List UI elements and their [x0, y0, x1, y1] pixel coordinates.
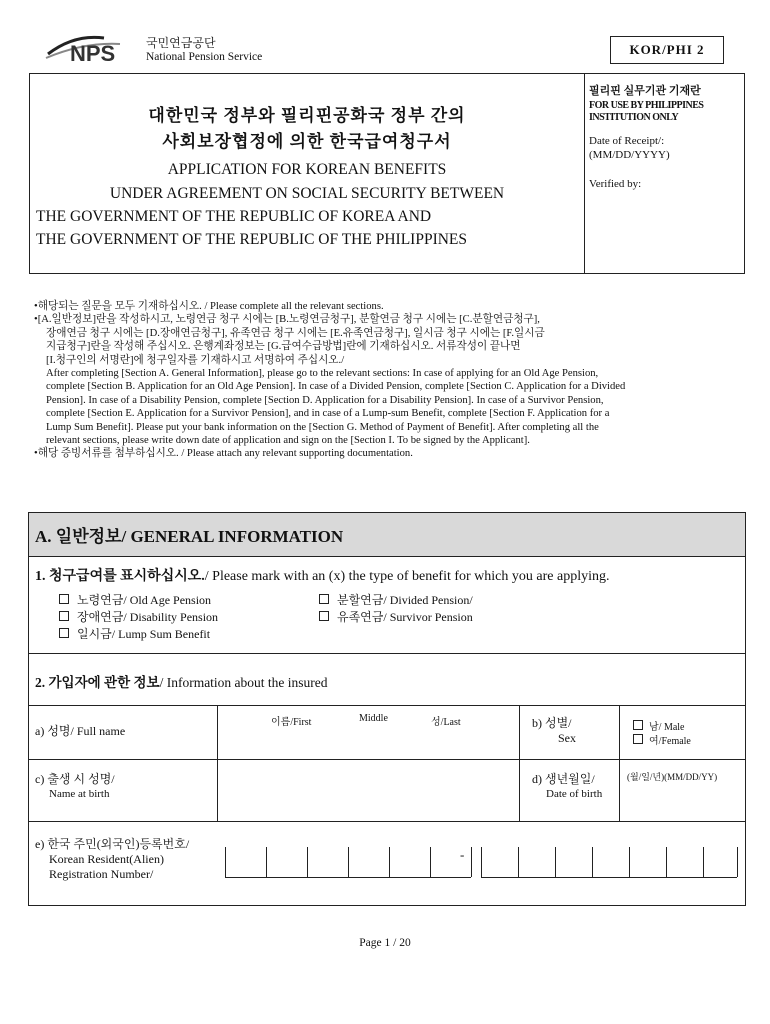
dob-input[interactable]	[621, 785, 741, 817]
name-at-birth-input[interactable]	[219, 763, 517, 817]
digit-divider	[592, 847, 593, 877]
registration-dash: -	[460, 847, 465, 862]
office-use-en	[589, 100, 739, 124]
digit-baseline	[225, 877, 471, 878]
checkbox[interactable]	[59, 628, 69, 638]
full-name-input[interactable]	[219, 727, 517, 757]
instruction-2-en-line3: Pension]. In case of a Disability Pension, complete [Section D. Application for a Disability Pension]. In case of a Survivor Pension,	[46, 394, 604, 406]
option-disability-pension[interactable]	[59, 608, 218, 625]
instruction-2-en-line6: relevant sections, please write down date of application and sign on the [Section I. To be signed by the Applicant].	[46, 435, 530, 447]
page-number: Page 1 / 20	[359, 937, 411, 949]
form-code-box: KOR/PHI 2	[610, 36, 724, 64]
option-label: 노령연금/ Old Age Pension	[77, 593, 212, 607]
registration-number-label	[35, 837, 189, 882]
option-survivor-pension[interactable]	[319, 608, 473, 625]
instruction-2-ko-line1: •[A.일반정보]란을 작성하시고, 노령연금 청구 시에는 [B.노령연금청구], 분할연금 청구 시에는 [C.분할연금청구],	[34, 314, 540, 326]
first-name-caption: 이름/First	[271, 717, 312, 728]
question-1-en: / Please mark with an (x) the type of benefit for which you are applying.	[204, 569, 610, 584]
instructions	[34, 300, 734, 461]
receipt-label: Date of Receipt/:	[589, 135, 665, 147]
digit-divider	[555, 847, 556, 877]
question-2-en: / Information about the insured	[159, 675, 328, 690]
digit-divider	[266, 847, 267, 877]
instruction-3: •해당 증빙서류를 첨부하십시오. / Please attach any relevant supporting documentation.	[34, 448, 413, 460]
sex-label-en: Sex	[558, 731, 576, 745]
digit-divider	[666, 847, 667, 877]
checkbox[interactable]	[59, 611, 69, 621]
female-label: 여/Female	[649, 736, 691, 747]
verified-by-field[interactable]: Verified by:	[589, 178, 642, 190]
instruction-2-en-line4: complete [Section E. Application for a Survivor Pension], and in case of a Lump-sum Benefit, complete [Section F. Application for a	[46, 408, 610, 420]
office-use-ko: 필리핀 실무기관 기재란	[589, 85, 701, 97]
name-at-birth-ko: c) 출생 시 성명/	[35, 772, 115, 786]
question-2-ko: 2. 가입자에 관한 정보	[35, 675, 160, 690]
option-lump-sum-benefit[interactable]	[59, 625, 210, 642]
dob-label-ko: d) 생년월일/	[532, 772, 595, 786]
divider	[29, 759, 745, 760]
registration-number-ko: e) 한국 주민(외국인)등록번호/	[35, 837, 190, 851]
digit-divider	[389, 847, 390, 877]
question-2	[35, 671, 328, 691]
option-label: 유족연금/ Survivor Pension	[337, 610, 473, 624]
registration-number-part2[interactable]	[481, 847, 737, 877]
sex-female-option[interactable]	[633, 732, 691, 747]
nps-logo	[44, 28, 136, 68]
option-label: 장애연금/ Disability Pension	[77, 610, 219, 624]
digit-divider	[629, 847, 630, 877]
registration-number-en-2: Registration Number/	[49, 867, 154, 881]
sex-label	[532, 716, 576, 746]
digit-divider	[348, 847, 349, 877]
question-1	[35, 565, 609, 585]
title-en-line2: UNDER AGREEMENT ON SOCIAL SECURITY BETWEEN	[109, 185, 505, 202]
title-box	[29, 73, 745, 274]
section-a	[28, 512, 746, 906]
office-use-panel	[589, 82, 739, 190]
digit-divider	[737, 847, 738, 877]
checkbox[interactable]	[633, 720, 643, 730]
receipt-format: (MM/DD/YYYY)	[589, 149, 670, 161]
instruction-1: •해당되는 질문을 모두 기재하십시오. / Please complete all the relevant sections.	[34, 301, 384, 312]
name-at-birth-en: Name at birth	[49, 788, 110, 800]
divider	[29, 653, 745, 654]
digit-divider	[703, 847, 704, 877]
instruction-2-ko-line4: [I.청구인의 서명란]에 청구일자를 기재하시고 서명하여 주십시오./	[46, 354, 345, 366]
checkbox[interactable]	[59, 594, 69, 604]
option-label: 분할연금/ Divided Pension/	[337, 593, 473, 607]
registration-number-en-1: Korean Resident(Alien)	[49, 852, 164, 866]
title-panel	[30, 74, 585, 273]
digit-baseline	[481, 877, 737, 878]
column-divider	[519, 705, 520, 821]
logo-text: NPS	[70, 41, 116, 66]
checkbox[interactable]	[319, 611, 329, 621]
option-divided-pension[interactable]	[319, 591, 473, 608]
dob-label-en: Date of birth	[546, 788, 603, 800]
office-use-en-line1: FOR USE BY PHILIPPINES	[589, 100, 704, 111]
digit-divider	[307, 847, 308, 877]
sex-label-ko: b) 성별/	[532, 716, 572, 730]
dob-format-hint: (월/일/년)(MM/DD/YY)	[627, 772, 718, 782]
instruction-2-en-line1: After completing [Section A. General Information], please go to the relevant sections: In case of applying for an Old Age Pension,	[46, 368, 599, 380]
office-use-en-line2: INSTITUTION ONLY	[589, 112, 679, 123]
org-name-ko: 국민연금공단	[146, 36, 216, 50]
title-ko-line2: 사회보장협정에 의한 한국급여청구서	[162, 132, 452, 151]
digit-divider	[481, 847, 482, 877]
instruction-2-ko-line3: 지급청구]란을 작성해 주십시오. 은행계좌정보는 [G.급여수급방법]란에 기재하십시오. 서류작성이 끝나면	[46, 341, 521, 353]
title-en-line1: APPLICATION FOR KOREAN BENEFITS	[167, 161, 447, 178]
digit-divider	[518, 847, 519, 877]
digit-divider	[471, 847, 472, 877]
middle-name-caption: Middle	[359, 713, 388, 724]
male-label: 남/ Male	[649, 722, 685, 733]
digit-divider	[225, 847, 226, 877]
instruction-2-en-line2: complete [Section B. Application for an Old Age Pension]. In case of a Divided Pension, complete [Section C. Application for a Divided	[46, 381, 626, 393]
option-label: 일시금/ Lump Sum Benefit	[77, 627, 211, 641]
full-name-label: a) 성명/ Full name	[35, 724, 126, 738]
column-divider	[619, 705, 620, 821]
column-divider	[217, 705, 218, 821]
option-old-age-pension[interactable]	[59, 591, 211, 608]
title-en-line4: THE GOVERNMENT OF THE REPUBLIC OF THE PHILIPPINES	[36, 231, 468, 248]
sex-male-option[interactable]	[633, 718, 685, 733]
question-1-ko: 1. 청구급여를 표시하십시오.	[35, 569, 205, 584]
title-en-line3: THE GOVERNMENT OF THE REPUBLIC OF KOREA AND	[36, 208, 432, 225]
digit-divider	[430, 847, 431, 877]
title-ko-line1: 대한민국 정부와 필리핀공화국 정부 간의	[148, 106, 466, 125]
instruction-2-en-line5: Lump Sum Benefit]. Please put your bank information on the [Section G. Method of Payment of Benefit]. After completing all the	[46, 421, 599, 433]
divider	[29, 821, 745, 822]
section-a-heading: A. 일반정보/ GENERAL INFORMATION	[29, 513, 745, 557]
org-name-en: National Pension Service	[146, 51, 263, 63]
checkbox[interactable]	[633, 734, 643, 744]
name-at-birth-label	[35, 772, 115, 802]
divider	[29, 705, 745, 706]
checkbox[interactable]	[319, 594, 329, 604]
receipt-date-field[interactable]	[589, 134, 739, 162]
dob-label	[532, 772, 602, 802]
last-name-caption: 성/Last	[431, 717, 461, 728]
instruction-2-ko-line2: 장애연금 청구 시에는 [D.장애연금청구], 유족연금 청구 시에는 [E.유족연금청구], 일시금 청구 시에는 [F.일시금	[46, 327, 545, 339]
